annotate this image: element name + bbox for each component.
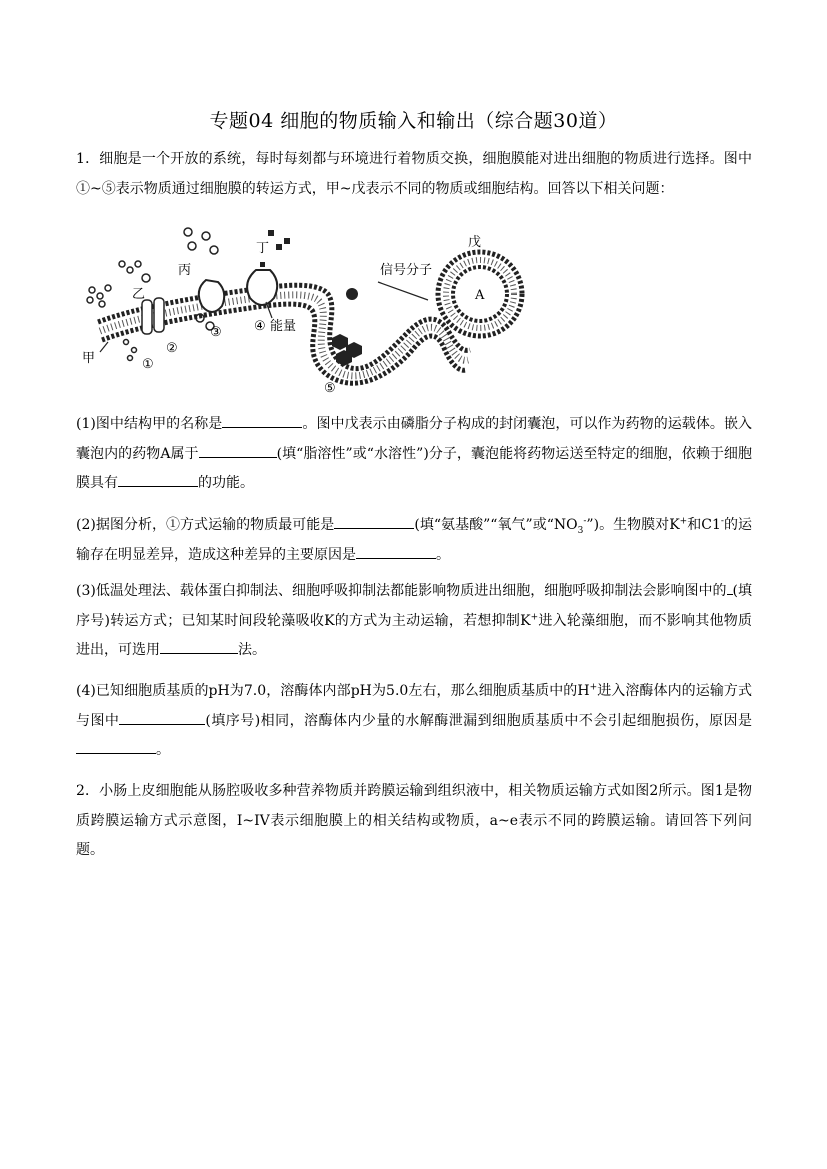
label-bing: 丙 <box>178 263 192 278</box>
label-jia: 甲 <box>82 351 96 366</box>
membrane-transport-figure <box>78 222 528 402</box>
q1-part4: (4)已知细胞质基质的pH为7.0，溶酶体内部pH为5.0左右，那么细胞质基质中的H+进入溶酶体内的运输方式与图中 (填序号)相同，溶酶体内少量的水解酶泄漏到细胞质基质中不会引起细胞损伤，原因是。 <box>76 682 753 758</box>
carrier-protein-bing <box>199 280 224 312</box>
q1-part2: (2)据图分析，①方式运输的物质最可能是 (填“氨基酸”“氧气”或“$NO_3^-$”)。生物膜对K+和C1-的运输存在明显差异，造成这种差异的主要原因是 。 <box>76 511 752 570</box>
answer-blank[interactable] <box>199 440 277 458</box>
label-A: A <box>475 288 485 303</box>
answer-blank[interactable] <box>118 469 198 487</box>
label-wu: 戊 <box>468 235 482 250</box>
answer-blank[interactable] <box>334 511 414 529</box>
label-ding: 丁 <box>256 241 270 256</box>
carrier-protein-ding <box>247 270 277 305</box>
q2-text: 2．小肠上皮细胞能从肠腔吸收多种营养物质并跨膜运输到组织液中，相关物质运输方式如图2所示。图1是物质跨膜运输方式示意图，I~IV表示细胞膜上的相关结构或物质，a~e表示不同的跨膜运输。请回答下列问题。 <box>76 783 752 858</box>
label-yi: 乙 <box>132 287 146 302</box>
label-n5: ⑤ <box>324 381 336 396</box>
answer-blank[interactable] <box>160 636 238 654</box>
answer-blank[interactable] <box>76 736 156 754</box>
channel-protein-yi <box>142 300 152 334</box>
answer-blank[interactable] <box>222 410 302 428</box>
label-n2: ② <box>166 341 178 356</box>
q1-part3: (3)低温处理法、载体蛋白抑制法、细胞呼吸抑制法都能影响物质进出细胞，细胞呼吸抑制法会影响图中的 (填序号)转运方式；已知某时间段轮藻吸收K的方式为主动运输，若想抑制K+进入轮藻细胞，而不影响其他物质进出，可选用 法。 <box>76 577 752 666</box>
page-title: 专题04 细胞的物质输入和输出（综合题30道） <box>209 110 618 132</box>
label-n4: ④ <box>254 319 266 334</box>
q1-intro: 1．细胞是一个开放的系统，每时每刻都与环境进行着物质交换，细胞膜能对进出细胞的物质进行选择。图中①~⑤表示物质通过细胞膜的转运方式，甲~戊表示不同的物质或细胞结构。回答以下相关问题： <box>76 151 752 197</box>
macromolecule-5 <box>332 334 362 366</box>
label-signal-molecule: 信号分子 <box>380 263 433 278</box>
q1-part1: (1)图中结构甲的名称是 。图中戊表示由磷脂分子构成的封闭囊泡，可以作为药物的运载体。嵌入囊泡内的药物A属于 (填“脂溶性”或“水溶性”)分子，囊泡能将药物运送至特定的细胞，依赖于细胞膜具有 的功能。 <box>76 410 752 499</box>
label-n1: ① <box>142 357 154 372</box>
answer-blank[interactable] <box>119 707 205 725</box>
label-energy: 能量 <box>270 319 297 334</box>
label-n3: ③ <box>210 325 222 340</box>
answer-blank[interactable] <box>356 541 436 559</box>
